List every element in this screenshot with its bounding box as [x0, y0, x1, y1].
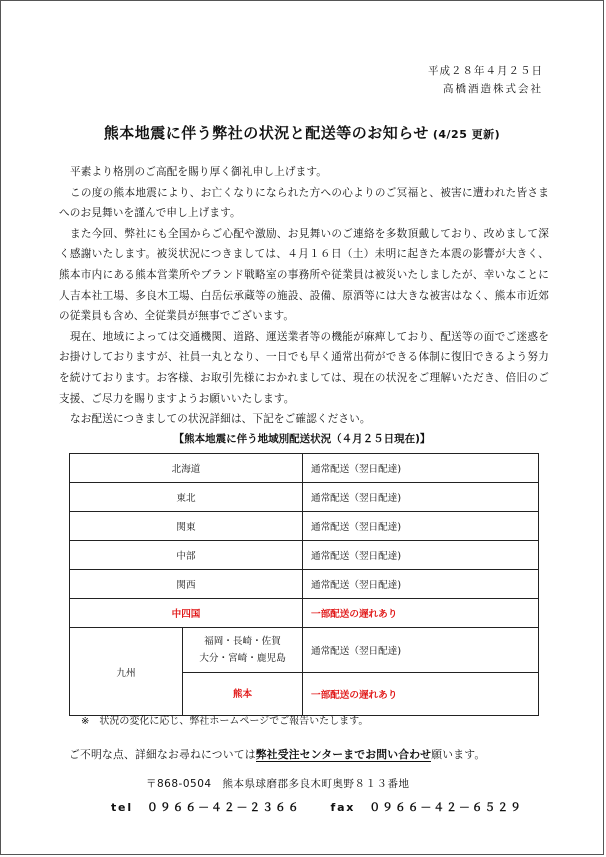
contact-numbers — [111, 799, 523, 815]
table-caption: 【熊本地震に伴う地域別配送状況（４月２５日現在)】 — [173, 433, 431, 445]
table-row — [70, 512, 539, 541]
company-address: 〒868-0504 熊本県球磨郡多良木町奥野８１３番地 — [146, 778, 410, 790]
status-cell-alert: 一部配送の遅れあり — [303, 673, 539, 716]
subregion-line: 大分・宮崎・鹿児島 — [199, 653, 286, 664]
region-cell: 北海道 — [70, 454, 303, 483]
company-name: 高橋酒造株式会社 — [443, 83, 543, 95]
region-cell: 関東 — [70, 512, 303, 541]
paragraph: 現在、地域によっては交通機関、道路、運送業者等の機能が麻痺しており、配送等の面でご迷惑をお掛けしておりますが、社員一丸となり、一日でも早く通常出荷ができる体制に復旧できるよう努力を続けております。お客様、お取引先様におかれましては、現在の状況をご理解いただき、倍旧のご支援、ご尽力を賜りますようお願いいたします。 — [59, 330, 549, 405]
tel-number: ０９６６－４２－２３６６ — [146, 801, 301, 814]
notice-title-main: 熊本地震に伴う弊社の状況と配送等のお知らせ — [103, 124, 429, 142]
fax-label: fax — [330, 801, 356, 814]
inquiry-line — [69, 747, 485, 762]
region-cell: 東北 — [70, 483, 303, 512]
notice-body — [59, 162, 549, 430]
paragraph: また今回、弊社にも全国からご心配や激励、お見舞いのご連絡を多数頂戴しており、改めまして深く感謝いたします。被災状況につきましては、４月１６日（土）未明に起きた本震の影響が大きく、熊本市内にある熊本営業所やブランド戦略室の事務所や従業員は被災いたしましたが、幸いなことに人吉本社工場、多良木工場、白岳伝承蔵等の施設、設備、原酒等には大きな被害はなく、熊本市近郊の従業員も含め、全従業員が無事でございます。 — [59, 227, 549, 323]
region-cell-kyushu: 九州 — [70, 628, 183, 716]
paragraph: 平素より格別のご高配を賜り厚く御礼申し上げます。 — [70, 166, 327, 178]
table-row — [70, 599, 539, 628]
fax-number: ０９６６－４２－６５２９ — [369, 801, 523, 814]
inquiry-text: 願います。 — [431, 748, 486, 761]
region-cell: 中部 — [70, 541, 303, 570]
notice-title — [1, 122, 603, 143]
table-row — [70, 570, 539, 599]
subregion-line: 福岡・長崎・佐賀 — [204, 636, 281, 647]
status-cell: 通常配送（翌日配達) — [303, 570, 539, 599]
tel-label: tel — [111, 801, 133, 814]
status-cell-alert: 一部配送の遅れあり — [303, 599, 539, 628]
status-cell: 通常配送（翌日配達) — [303, 628, 539, 673]
order-center-link: 弊社受注センターまでお問い合わせ — [255, 748, 432, 761]
status-cell: 通常配送（翌日配達) — [303, 512, 539, 541]
paragraph: この度の熊本地震により、お亡くなりになられた方への心よりのご冥福と、被害に遭われた皆さまへのお見舞いを謹んで申し上げます。 — [59, 186, 549, 220]
table-note: ※ 状況の変化に応じ、弊社ホームページでご報告いたします。 — [81, 716, 369, 727]
table-row — [70, 483, 539, 512]
table-row — [70, 541, 539, 570]
update-note: (4/25 更新) — [432, 128, 501, 141]
status-cell: 通常配送（翌日配達) — [303, 454, 539, 483]
status-cell: 通常配送（翌日配達) — [303, 541, 539, 570]
region-cell: 関西 — [70, 570, 303, 599]
paragraph: なお配送につきましての状況詳細は、下記をご確認ください。 — [70, 413, 371, 426]
issue-date: 平成２８年４月２５日 — [428, 65, 543, 77]
table-row — [70, 628, 539, 673]
shipping-status-table — [69, 453, 539, 716]
region-cell-alert: 中四国 — [70, 599, 303, 628]
subregion-cell — [183, 628, 303, 673]
inquiry-text: ご不明な点、詳細なお尋ねについては — [69, 748, 256, 761]
status-cell: 通常配送（翌日配達) — [303, 483, 539, 512]
subregion-cell-alert: 熊本 — [183, 673, 303, 716]
table-row — [70, 454, 539, 483]
